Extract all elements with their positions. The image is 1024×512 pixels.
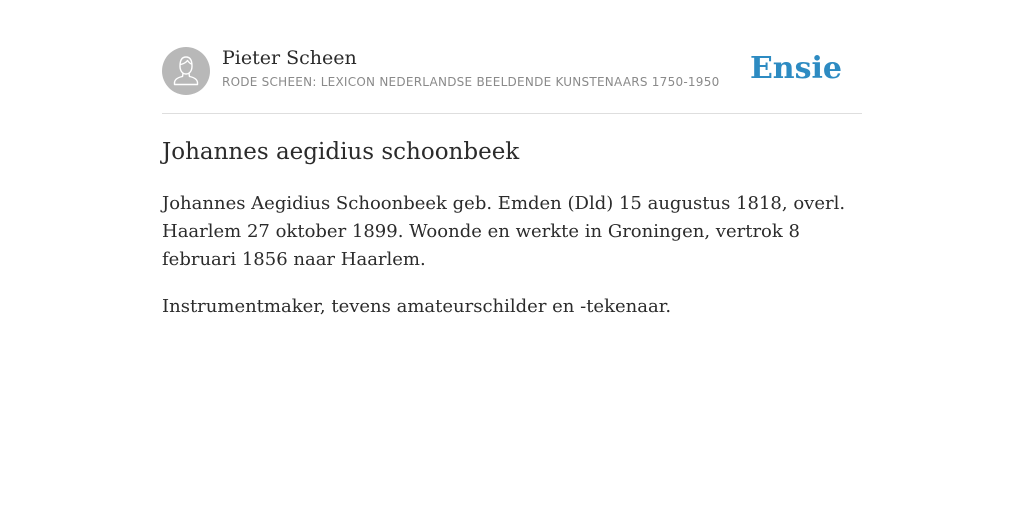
- article-paragraph: Instrumentmaker, tevens amateurschilder en -tekenaar.: [162, 296, 672, 317]
- author-avatar[interactable]: [162, 47, 210, 95]
- ensie-logo[interactable]: Ensie: [749, 51, 842, 86]
- article-paragraph: Johannes Aegidius Schoonbeek geb. Emden (Dld) 15 augustus 1818, overl. Haarlem 27 oktober 1899. Woonde en werkte in Groningen, vertrok 8 februari 1856 naar Haarlem.: [162, 193, 846, 270]
- user-icon: [162, 47, 210, 95]
- article-title: Johannes aegidius schoonbeek: [162, 139, 520, 165]
- article-header: [162, 46, 862, 114]
- author-name[interactable]: Pieter Scheen: [222, 47, 357, 69]
- source-title[interactable]: RODE SCHEEN: LEXICON NEDERLANDSE BEELDENDE KUNSTENAARS 1750-1950: [222, 75, 720, 89]
- article-body: [162, 190, 852, 340]
